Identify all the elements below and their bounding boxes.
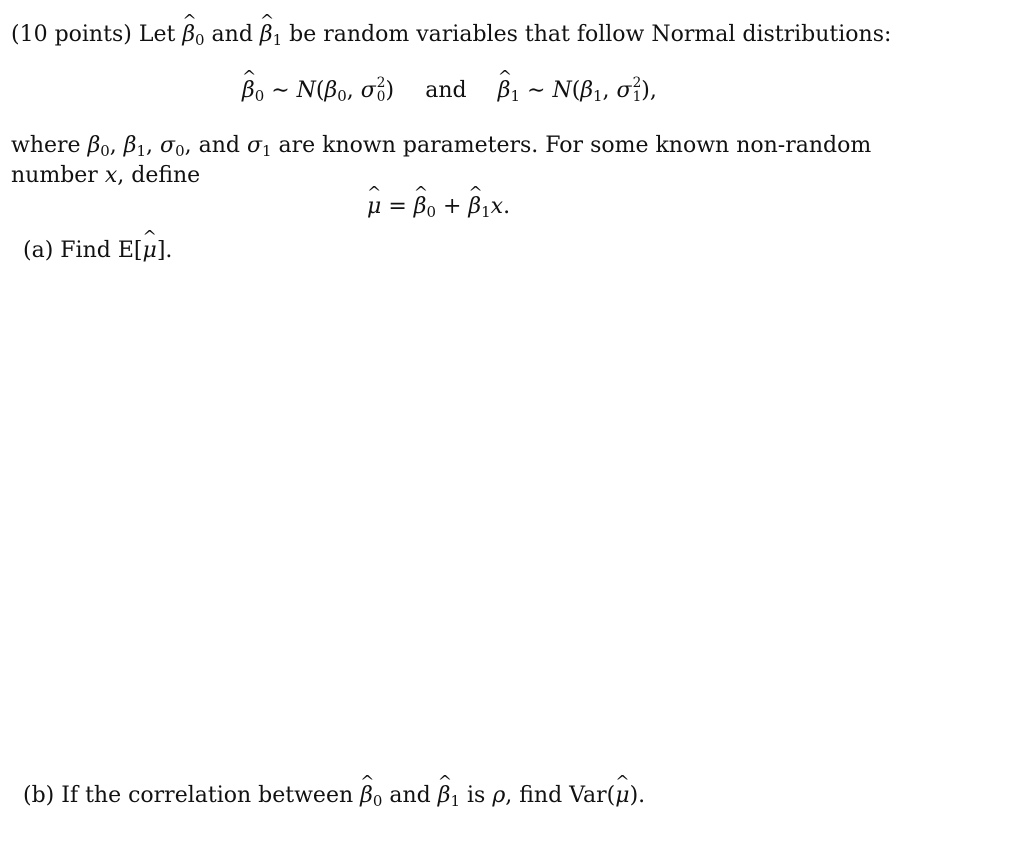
intro-and: and bbox=[211, 22, 253, 47]
mu-hat-definition: ^ μ = ^ $\beta_0$ + ^ $\beta_1x$. bbox=[367, 193, 510, 223]
beta-hat-0: ^ $\beta_0$ bbox=[182, 22, 204, 47]
problem-intro bbox=[11, 21, 891, 51]
intro-text-2: be random variables that follow Normal distributions: bbox=[289, 22, 892, 47]
part-a-label: (a) bbox=[23, 238, 54, 263]
intro-text-1: Let bbox=[138, 22, 176, 47]
part-b: (b) If the correlation between ^ $\beta_0$ and ^ $\beta_1$ is ρ, find Var(^ μ). bbox=[23, 782, 645, 812]
part-a: (a) Find E[^ μ]. bbox=[23, 237, 172, 266]
part-b-label: (b) bbox=[23, 783, 55, 808]
dist-and: and bbox=[425, 78, 467, 103]
beta-hat-1: ^ $\beta_1$ bbox=[260, 22, 282, 47]
distribution-equation: ^ $\beta_0$ ∼ $N(\beta_0$, σ 2 0 ) and ^ $\beta_1$ ∼ $N(\beta_1$, σ 2 1 ), bbox=[242, 77, 657, 107]
where-line: where $\beta_0$, $\beta_1$, $\sigma_0$, and $\sigma_1$ are known parameters. For some known non-random bbox=[11, 133, 872, 161]
define-line: number x, define bbox=[11, 163, 201, 188]
points-label: (10 points) bbox=[11, 22, 132, 47]
